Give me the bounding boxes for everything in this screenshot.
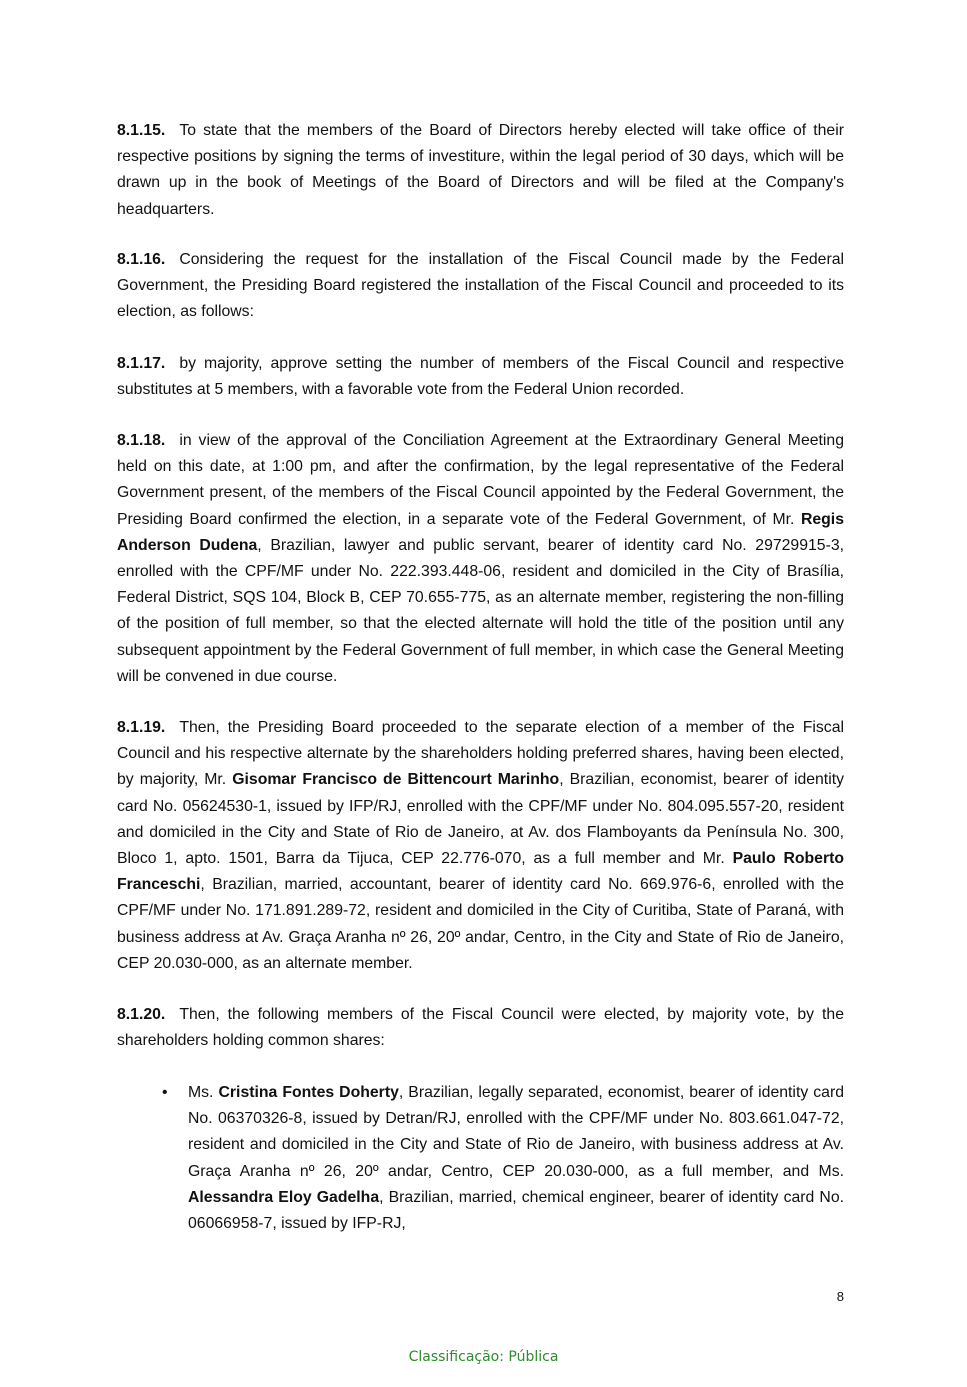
paragraph-number: 8.1.16. (117, 251, 166, 268)
bullet-icon: • (162, 1084, 168, 1101)
classification-label: Classificação: Pública (408, 1349, 559, 1365)
paragraph-number: 8.1.17. (117, 355, 166, 372)
bullet-text (188, 1080, 844, 1237)
page-number: 8 (836, 1289, 844, 1304)
person-name: Alessandra Eloy Gadelha (188, 1188, 380, 1206)
paragraph-8-1-18 (117, 428, 844, 690)
person-name: Gisomar Francisco de Bittencourt Marinho (232, 771, 560, 789)
paragraph-number: 8.1.20. (117, 1006, 166, 1023)
paragraph-text: , Brazilian, economist, bearer of identity card No. 05624530-1, issued by IFP/RJ, enrolled with the CPF/MF under No. 804.095.557-20, resident and domiciled in the City and State of Rio de Janeiro, at Av. dos Flamboyants da Península No. 300, Bloco 1, apto. 1501, Barra da Tijuca, CEP 22.776-070, as a full member and Mr. (117, 771, 844, 868)
paragraph-8-1-15 (117, 118, 844, 223)
paragraph-text: To state that the members of the Board of Directors hereby elected will take office of their respective positions by signing the terms of investiture, within the legal period of 30 days, which will be drawn up in the book of Meetings of the Board of Directors and will be filed at the Company's headquarters. (117, 122, 844, 218)
bullet-text-segment: Ms. (188, 1084, 219, 1101)
paragraph-number: 8.1.18. (117, 432, 166, 449)
paragraph-text: Then, the following members of the Fiscal Council were elected, by majority vote, by the shareholders holding common shares: (117, 1006, 844, 1050)
person-name: Regis Anderson Dudena (117, 510, 844, 554)
bullet-text-segment: , Brazilian, married, chemical engineer, bearer of identity card No. 06066958-7, issued by IFP-RJ, (188, 1188, 845, 1233)
paragraph-text: Considering the request for the installation of the Fiscal Council made by the Federal Government, the Presiding Board registered the installation of the Fiscal Council and proceeded to its election, as follows: (117, 251, 844, 321)
paragraph-text: , Brazilian, married, accountant, bearer of identity card No. 669.976-6, enrolled with the CPF/MF under No. 171.891.289-72, resident and domiciled in the City of Curitiba, State of Paraná, with business address at Av. Graça Aranha nº 26, 20º andar, Centro, in the City and State of Rio de Janeiro, CEP 20.030-000, as an alternate member. (117, 876, 844, 972)
paragraph-8-1-16 (117, 247, 844, 326)
paragraph-text: by majority, approve setting the number of members of the Fiscal Council and respective substitutes at 5 members, with a favorable vote from the Federal Union recorded. (117, 355, 844, 399)
bullet-list-item (162, 1080, 844, 1237)
paragraph-number: 8.1.19. (117, 719, 166, 736)
paragraph-8-1-19 (117, 715, 844, 977)
person-name: Paulo Roberto Franceschi (117, 850, 845, 894)
person-name: Cristina Fontes Doherty (218, 1084, 399, 1101)
paragraph-number: 8.1.15. (117, 122, 166, 139)
paragraph-text: Then, the Presiding Board proceeded to the separate election of a member of the Fiscal Council and his respective alternate by the shareholders holding preferred shares, having been elected, by majority, Mr. (117, 719, 844, 789)
paragraph-text: , Brazilian, lawyer and public servant, bearer of identity card No. 29729915-3, enrolled with the CPF/MF under No. 222.393.448-06, resident and domiciled in the City of Brasília, Federal District, SQS 104, Block B, CEP 70.655-775, as an alternate member, registering the non-filling of the position of full member, so that the elected alternate will hold the title of the position until any subsequent appointment by the Federal Government of full member, in which case the General Meeting will be convened in due course. (117, 536, 845, 685)
paragraph-text: in view of the approval of the Conciliation Agreement at the Extraordinary General Meeting held on this date, at 1:00 pm, and after the confirmation, by the legal representative of the Federal Government present, of the members of the Fiscal Council appointed by the Federal Government, the Presiding Board confirmed the election, in a separate vote of the Federal Government, of Mr. (117, 432, 844, 528)
paragraph-8-1-17 (117, 351, 844, 403)
paragraph-8-1-20 (117, 1002, 844, 1054)
bullet-text-segment: , Brazilian, legally separated, economist, bearer of identity card No. 06370326-8, issued by Detran/RJ, enrolled with the CPF/MF under No. 803.661.047-72, resident and domiciled in the City and State of Rio de Janeiro, with business address at Av. Graça Aranha nº 26, 20º andar, Centro, CEP 20.030-000, as a full member, and Ms. (188, 1084, 844, 1180)
